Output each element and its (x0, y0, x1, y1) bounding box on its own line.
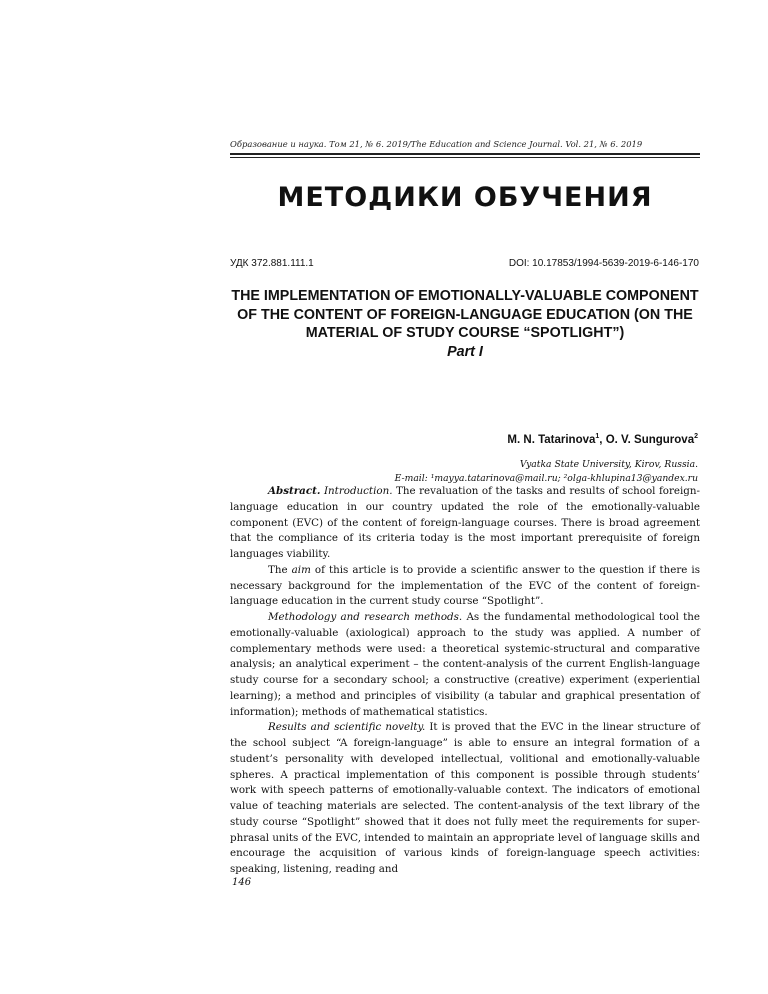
method-label: Methodology and research methods. (268, 611, 463, 623)
running-head: Образование и наука. Том 21, № 6. 2019/The Education and Science Journal. Vol. 21, № 6. 2019 (230, 139, 643, 149)
aim-text: of this article is to provide a scientific answer to the question if there is necessary background for the implementation of the EVC of the content of foreign-language education in the current study course “Spotlight”. (230, 563, 700, 608)
author-2: O. V. Sungurova (605, 433, 695, 446)
section-title: МЕТОДИКИ ОБУЧЕНИЯ (277, 182, 653, 213)
abstract-paragraph-aim (230, 563, 700, 610)
method-text: As the fundamental methodological tool the emotionally-valuable (axiological) approach to the study was applied. A number of complementary methods were used: a theoretical systemic-structural and comparative analysis; an analytical experiment – the content-analysis of the current English-language study course for a secondary school; a constructive (creative) experiment (experiential learning); a method and principles of visibility (a tabular and graphical presentation of information); methods of mathematical statistics. (230, 611, 700, 718)
article-title-main: THE IMPLEMENTATION OF EMOTIONALLY-VALUABLE COMPONENT OF THE CONTENT OF FOREIGN-LANGUAGE EDUCATION (ON THE MATERIAL OF STUDY COURSE “SPOTLIGHT”) (231, 288, 699, 342)
affiliation: Vyatka State University, Kirov, Russia. (519, 459, 698, 470)
abstract-paragraph-intro (230, 484, 700, 563)
abstract-paragraph-method (230, 610, 700, 720)
intro-text: The revaluation of the tasks and results of school foreign-language education in our country updated the role of the emotionally-valuable component (EVC) of the content of foreign-language courses. There is broad agreement that the compliance of its criteria today is the most important prerequisite of foreign languages viability. (230, 485, 700, 560)
abstract-paragraph-results (230, 720, 700, 878)
results-text: It is proved that the EVC in the linear structure of the school subject “A foreign-language” is able to ensure an integral formation of a student’s personality with developed intellectual, volitional and emotionally-valuable spheres. A practical implementation of this component is possible through students’ work with speech patterns of emotionally-valuable context. The indicators of emotional value of teaching materials are selected. The content-analysis of the text library of the study course “Spotlight” showed that it does not fully meet the requirements for super-phrasal units of the EVC, intended to maintain an appropriate level of language skills and encourage the acquisition of various kinds of foreign-language speech activities: speaking, listening, reading and (230, 721, 700, 875)
authors (507, 433, 698, 446)
author-2-affil-mark: 2 (694, 433, 698, 440)
header-rule-thin (230, 157, 700, 158)
email: E-mail: ¹mayya.tatarinova@mail.ru; ²olga-khlupina13@yandex.ru (394, 473, 698, 484)
author-1-affil-mark: 1 (595, 433, 600, 440)
page-number: 146 (232, 877, 252, 888)
author-1: M. N. Tatarinova (507, 433, 596, 446)
author-separator: , (599, 433, 606, 446)
results-label: Results and scientific novelty. (268, 721, 426, 734)
abstract-label: Abstract. (268, 485, 321, 497)
doi: DOI: 10.17853/1994-5639-2019-6-146-170 (508, 258, 699, 269)
aim-pre: The (268, 563, 292, 576)
udk-code: УДК 372.881.111.1 (230, 258, 314, 269)
intro-label: Introduction. (323, 485, 393, 497)
header-rule-thick (230, 153, 700, 155)
article-title-part: Part I (447, 343, 483, 360)
abstract (230, 484, 700, 878)
article-title (230, 287, 700, 361)
aim-word: aim (291, 563, 311, 576)
